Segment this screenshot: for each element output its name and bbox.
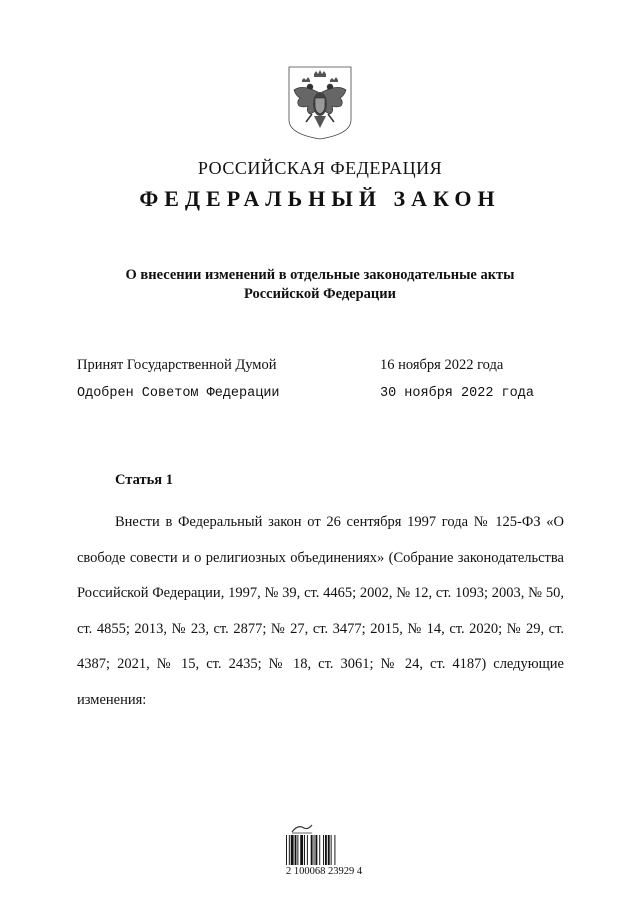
barcode-bar: [314, 835, 315, 865]
adoption-council-date: 30 ноября 2022 года: [380, 386, 534, 401]
country-name: РОССИЙСКАЯ ФЕДЕРАЦИЯ: [197, 158, 443, 178]
article-heading: Статья 1: [115, 472, 173, 488]
adoption-duma-label: Принят Государственной Думой: [77, 357, 277, 373]
barcode-bar: [286, 835, 287, 865]
barcode-bar: [328, 835, 330, 865]
barcode-bar: [295, 835, 297, 865]
barcode-logo-icon: [290, 822, 314, 834]
barcode-bar: [334, 835, 335, 865]
barcode-bar: [304, 835, 305, 865]
barcode-bars: [286, 835, 362, 865]
barcode-bar: [325, 835, 327, 865]
article-body: Внести в Федеральный закон от 26 сентября 1997 года № 125-ФЗ «О свободе совести и о религиозных объединениях» (Собрание законодательства Российской Федерации, 1997, № 39, ст. 4465; 2002, № 12, ст. 1093; 2003, № 50, ст. 4855; 2013, № 23, ст. 2877; № 27, ст. 3477; 2015, № 14, ст. 2020; № 29, ст. 4387; 2021, № 15, ст. 2435; № 18, ст. 3061; № 24, ст. 4187) следующие изменения:: [77, 514, 564, 708]
barcode-bar: [291, 835, 294, 865]
law-title-line-2: Российской Федерации: [243, 286, 396, 302]
barcode-bar: [311, 835, 313, 865]
barcode-number: 2 100068 23929 4: [286, 866, 363, 877]
adoption-council-label: Одобрен Советом Федерации: [77, 386, 280, 401]
barcode-bar: [300, 835, 303, 865]
barcode-bar: [323, 835, 324, 865]
coat-of-arms-emblem: [288, 66, 352, 140]
law-title: [90, 266, 550, 304]
barcode: [286, 822, 362, 880]
barcode-bar: [297, 835, 298, 865]
document-type: ФЕДЕРАЛЬНЫЙ ЗАКОН: [139, 186, 501, 211]
barcode-bar: [289, 835, 290, 865]
law-title-line-1: О внесении изменений в отдельные законодательные акты: [125, 267, 515, 283]
barcode-bar: [331, 835, 332, 865]
adoption-duma-date: 16 ноября 2022 года: [380, 357, 504, 373]
barcode-bar: [307, 835, 308, 865]
barcode-bar: [315, 835, 317, 865]
barcode-bar: [319, 835, 320, 865]
